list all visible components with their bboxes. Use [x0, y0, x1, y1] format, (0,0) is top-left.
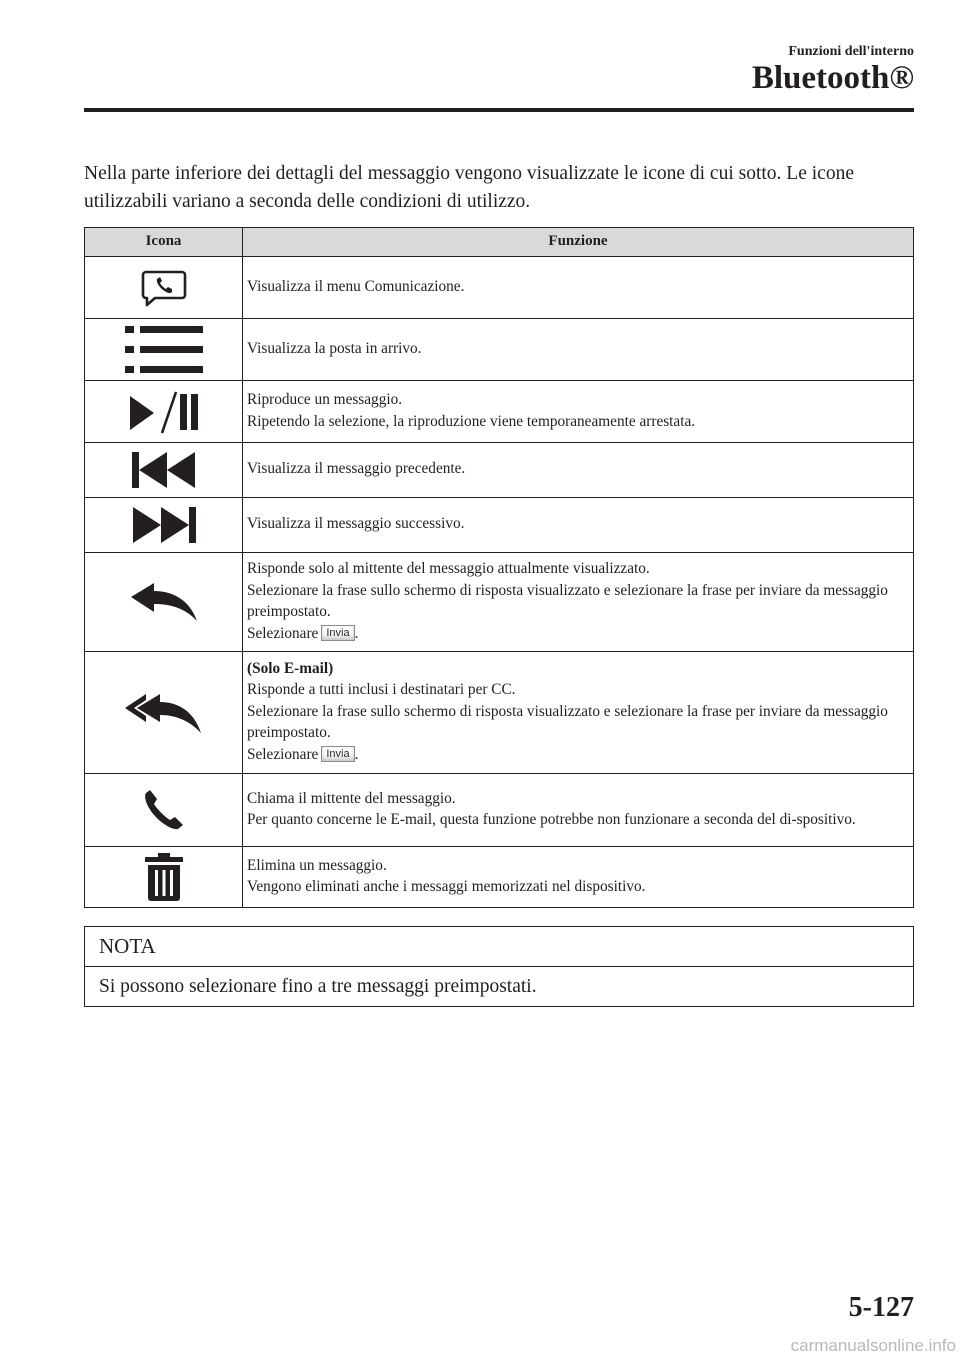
function-cell [243, 774, 914, 847]
icon-cell [85, 652, 243, 774]
table-row [85, 774, 914, 847]
icon-table [84, 227, 914, 908]
table-header-row [85, 228, 914, 257]
table-row [85, 443, 914, 498]
function-cell [243, 553, 914, 652]
play-pause-icon [128, 389, 200, 435]
table-row [85, 257, 914, 319]
icon-cell [85, 319, 243, 381]
previous-track-icon [131, 450, 197, 490]
description-line: Vengono eliminati anche i messaggi memorizzati nel dispositivo. [247, 878, 646, 895]
description-line: Visualizza il messaggio successivo. [247, 515, 465, 533]
next-track-icon [131, 505, 197, 545]
watermark: carmanualsonline.info [790, 1336, 956, 1355]
reply-all-icon [124, 691, 204, 735]
select-instruction [247, 744, 909, 766]
table-row [85, 652, 914, 774]
select-instruction [247, 623, 909, 645]
function-cell [243, 498, 914, 553]
icon-cell [85, 257, 243, 319]
description-line: Per quanto concerne le E-mail, questa funzione potrebbe non funzionare a seconda del di-spositivo. [247, 811, 856, 828]
table-row [85, 553, 914, 652]
icon-cell [85, 847, 243, 908]
table-row [85, 498, 914, 553]
section-title: Funzioni dell'interno [788, 44, 914, 59]
page-title: Bluetooth® [751, 60, 914, 96]
function-cell [243, 319, 914, 381]
function-cell [243, 652, 914, 774]
icon-cell [85, 553, 243, 652]
select-label: Selezionare [247, 745, 319, 763]
icon-cell [85, 381, 243, 443]
column-header-function: Funzione [243, 228, 914, 257]
function-cell [243, 257, 914, 319]
email-only-label: (Solo E-mail) [247, 659, 334, 677]
description-line: Selezionare la frase sullo schermo di risposta visualizzato e selezionare la frase per inviare da messaggio preimpostato. [247, 702, 888, 742]
icon-cell [85, 498, 243, 553]
description-line: Ripetendo la selezione, la riproduzione viene temporaneamente arrestata. [247, 412, 696, 430]
inbox-list-icon [125, 326, 203, 374]
select-label: Selezionare [247, 624, 319, 642]
select-suffix: . [354, 624, 359, 642]
communication-chat-icon [141, 268, 187, 308]
table-row [85, 319, 914, 381]
send-button: Invia [321, 625, 354, 641]
icon-cell [85, 774, 243, 847]
note-text: Si possono selezionare fino a tre messaggi preimpostati. [99, 976, 537, 997]
description-line: Visualizza il menu Comunicazione. [247, 277, 465, 295]
table-row [85, 381, 914, 443]
description-line: Visualizza la posta in arrivo. [247, 339, 422, 357]
icon-cell [85, 443, 243, 498]
note-box [84, 926, 914, 1007]
description-line: Selezionare la frase sullo schermo di risposta visualizzato e selezionare la frase per inviare da messaggio preimpostato. [247, 581, 888, 620]
description-line: Riproduce un messaggio. [247, 391, 403, 408]
reply-icon [128, 581, 200, 623]
select-suffix: . [354, 745, 359, 763]
intro-paragraph: Nella parte inferiore dei dettagli del messaggio vengono visualizzate le icone di cui sotto. Le icone utilizzabili variano a seconda delle condizioni di utilizzo. [84, 163, 854, 212]
header-rule [84, 108, 914, 112]
column-header-icon: Icona [85, 228, 243, 257]
description-line: Risponde a tutti inclusi i destinatari per CC. [247, 681, 516, 699]
trash-icon [144, 852, 184, 902]
send-button: Invia [321, 746, 354, 762]
description-line: Elimina un messaggio. [247, 856, 387, 874]
note-title: NOTA [85, 927, 913, 967]
description-line: Chiama il mittente del messaggio. [247, 789, 456, 807]
description-line: Risponde solo al mittente del messaggio attualmente visualizzato. [247, 560, 650, 577]
function-cell [243, 381, 914, 443]
table-row [85, 847, 914, 908]
description-line: Visualizza il messaggio precedente. [247, 460, 466, 478]
page-number: 5-127 [848, 1292, 914, 1323]
phone-icon [142, 788, 186, 832]
function-cell [243, 847, 914, 908]
function-cell [243, 443, 914, 498]
